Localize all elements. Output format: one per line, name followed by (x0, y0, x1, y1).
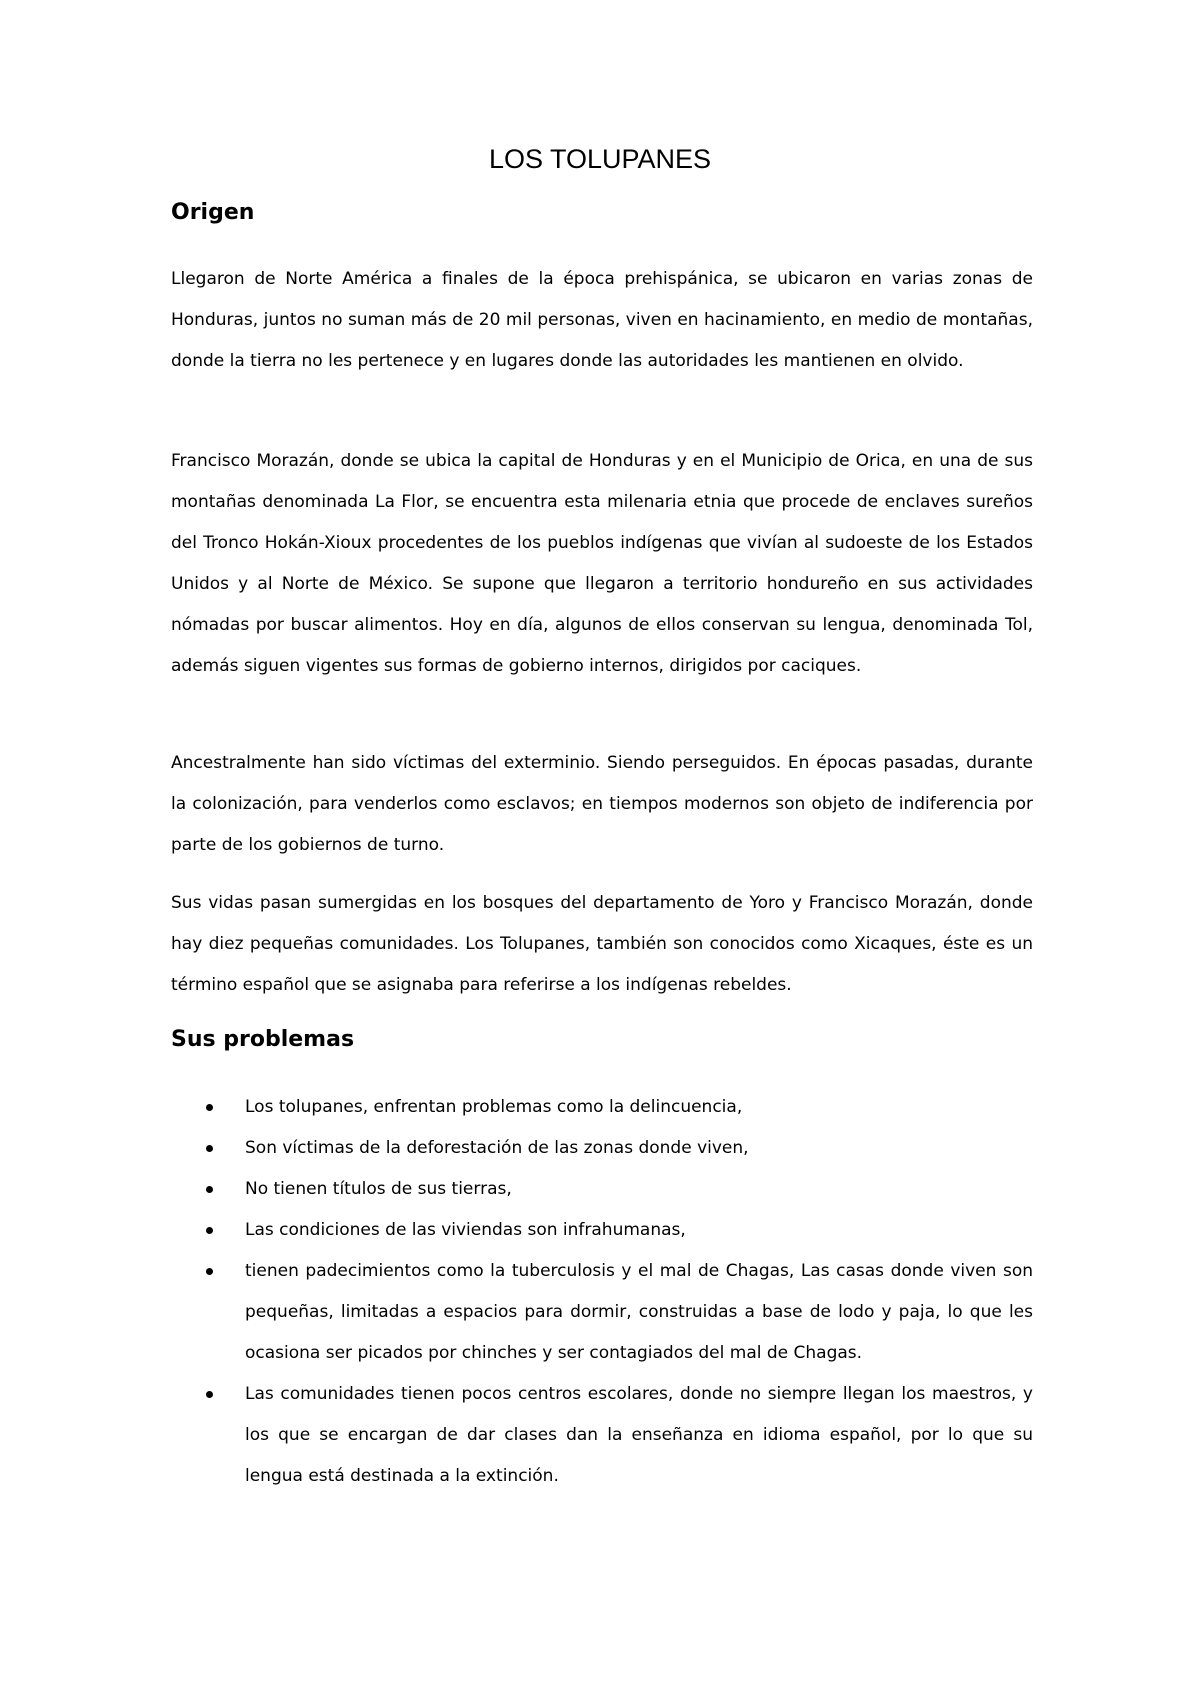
section-heading-sus-problemas: Sus problemas (171, 1027, 355, 1052)
bullet-icon (206, 1391, 213, 1398)
list-item (171, 1169, 1033, 1210)
paragraph-origen-4: Sus vidas pasan sumergidas en los bosques del departamento de Yoro y Francisco Morazán, donde hay diez pequeñas comunidades. Los Tolupanes, también son conocidos como Xicaques, éste es un término español que se asignaba para referirse a los indígenas rebeldes. (171, 893, 1033, 995)
list-item-text: No tienen títulos de sus tierras, (245, 1179, 512, 1199)
paragraph-origen-2: Francisco Morazán, donde se ubica la capital de Honduras y en el Municipio de Orica, en una de sus montañas denominada La Flor, se encuentra esta milenaria etnia que procede de enclaves sureños del Tronco Hokán-Xioux procedentes de los pueblos indígenas que vivían al sudoeste de los Estados Unidos y al Norte de México. Se supone que llegaron a territorio hondureño en sus actividades nómadas por buscar alimentos. Hoy en día, algunos de ellos conservan su lengua, denominada Tol, además siguen vigentes sus formas de gobierno internos, dirigidos por caciques. (171, 451, 1033, 676)
paragraph-origen-3: Ancestralmente han sido víctimas del exterminio. Siendo perseguidos. En épocas pasadas, durante la colonización, para venderlos como esclavos; en tiempos modernos son objeto de indiferencia por parte de los gobiernos de turno. (171, 753, 1033, 855)
list-item-text: Los tolupanes, enfrentan problemas como la delincuencia, (245, 1097, 743, 1117)
section-heading-origen: Origen (171, 200, 255, 225)
list-item (171, 1087, 1033, 1128)
bullet-icon (206, 1145, 213, 1152)
list-item (171, 1210, 1033, 1251)
paragraph-origen-1: Llegaron de Norte América a finales de la época prehispánica, se ubicaron en varias zonas de Honduras, juntos no suman más de 20 mil personas, viven en hacinamiento, en medio de montañas, donde la tierra no les pertenece y en lugares donde las autoridades les mantienen en olvido. (171, 269, 1033, 371)
bullet-icon (206, 1227, 213, 1234)
list-item-text: tienen padecimientos como la tuberculosis y el mal de Chagas, Las casas donde viven son pequeñas, limitadas a espacios para dormir, construidas a base de lodo y paja, lo que les ocasiona ser picados por chinches y ser contagiados del mal de Chagas. (245, 1261, 1033, 1363)
bullet-icon (206, 1186, 213, 1193)
bullet-icon (206, 1104, 213, 1111)
document-title: LOS TOLUPANES (488, 144, 712, 174)
problems-list (171, 1087, 1033, 1497)
list-item (171, 1128, 1033, 1169)
list-item-text: Las comunidades tienen pocos centros escolares, donde no siempre llegan los maestros, y los que se encargan de dar clases dan la enseñanza en idioma español, por lo que su lengua está destinada a la extinción. (245, 1384, 1033, 1486)
list-item-text: Las condiciones de las viviendas son infrahumanas, (245, 1220, 686, 1240)
list-item (171, 1251, 1033, 1374)
bullet-icon (206, 1268, 213, 1275)
list-item-text: Son víctimas de la deforestación de las zonas donde viven, (245, 1138, 749, 1158)
list-item (171, 1374, 1033, 1497)
